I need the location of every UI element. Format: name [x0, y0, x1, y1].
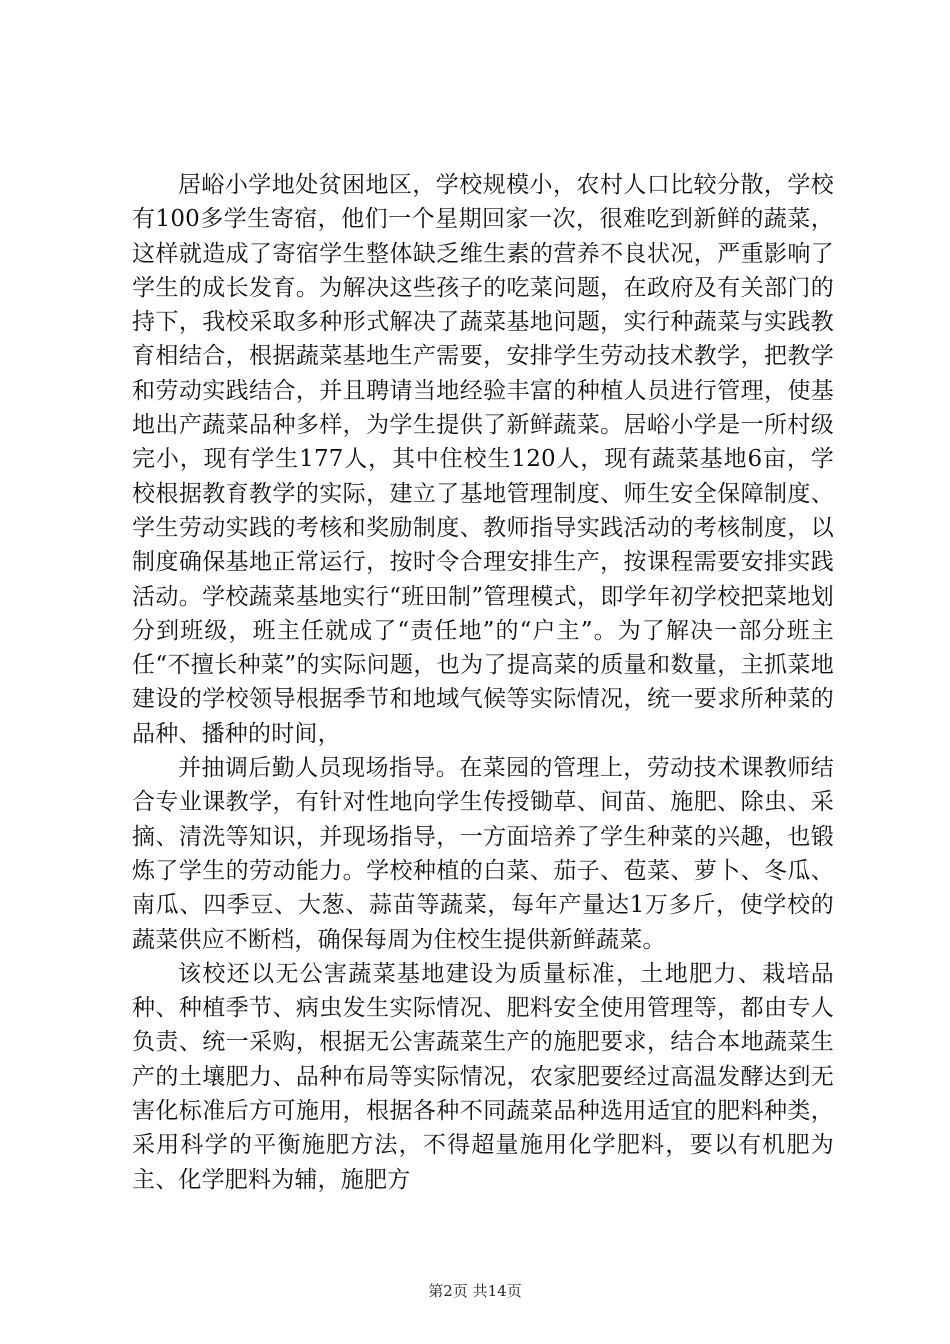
paragraph-3: 该校还以无公害蔬菜基地建设为质量标准，土地肥力、栽培品种、种植季节、病虫发生实际情况、肥料安全使用管理等，都由专人负责、统一采购，根据无公害蔬菜生产的施肥要求，结合本地蔬菜生产的土壤肥力、品种布局等实际情况，农家肥要经过高温发酵达到无害化标准后方可施用，根据各种不同蔬菜品种选用适宜的肥料种类，采用科学的平衡施肥方法，不得超量施用化学肥料，要以有机肥为主、化学肥料为辅，施肥方 [132, 960, 834, 1193]
paragraph-1: 居峪小学地处贫困地区，学校规模小，农村人口比较分散，学校有100多学生寄宿，他们一个星期回家一次，很难吃到新鲜的蔬菜，这样就造成了寄宿学生整体缺乏维生素的营养不良状况，严重影响了学生的成长发育。为解决这些孩子的吃菜问题，在政府及有关部门的持下，我校采取多种形式解决了蔬菜基地问题，实行种蔬菜与实践教育相结合，根据蔬菜基地生产需要，安排学生劳动技术教学，把教学和劳动实践结合，并且聘请当地经验丰富的种植人员进行管理，使基地出产蔬菜品种多样，为学生提供了新鲜蔬菜。居峪小学是一所村级完小，现有学生177人，其中住校生120人，现有蔬菜基地6亩，学校根据教育教学的实际，建立了基地管理制度、师生安全保障制度、学生劳动实践的考核和奖励制度、教师指导实践活动的考核制度，以制度确保基地正常运行，按时令合理安排生产，按课程需要安排实践活动。学校蔬菜基地实行“班田制”管理模式，即学年初学校把菜地划分到班级，班主任就成了“责任地”的“户主”。为了解决一部分班主任“不擅长种菜”的实际问题，也为了提高菜的质量和数量，主抓菜地建设的学校领导根据季节和地域气候等实际情况，统一要求所种菜的品种、播种的时间， [132, 172, 834, 747]
document-body [132, 168, 834, 1197]
page-number-footer: 第2页 共14页 [428, 1282, 522, 1300]
paragraph-2: 并抽调后勤人员现场指导。在菜园的管理上，劳动技术课教师结合专业课教学，有针对性地向学生传授锄草、间苗、施肥、除虫、采摘、清洗等知识，并现场指导，一方面培养了学生种菜的兴趣，也锻炼了学生的劳动能力。学校种植的白菜、茄子、苞菜、萝卜、冬瓜、南瓜、四季豆、大葱、蒜苗等蔬菜，每年产量达1万多斤，使学校的蔬菜供应不断档，确保每周为住校生提供新鲜蔬菜。 [132, 755, 834, 953]
